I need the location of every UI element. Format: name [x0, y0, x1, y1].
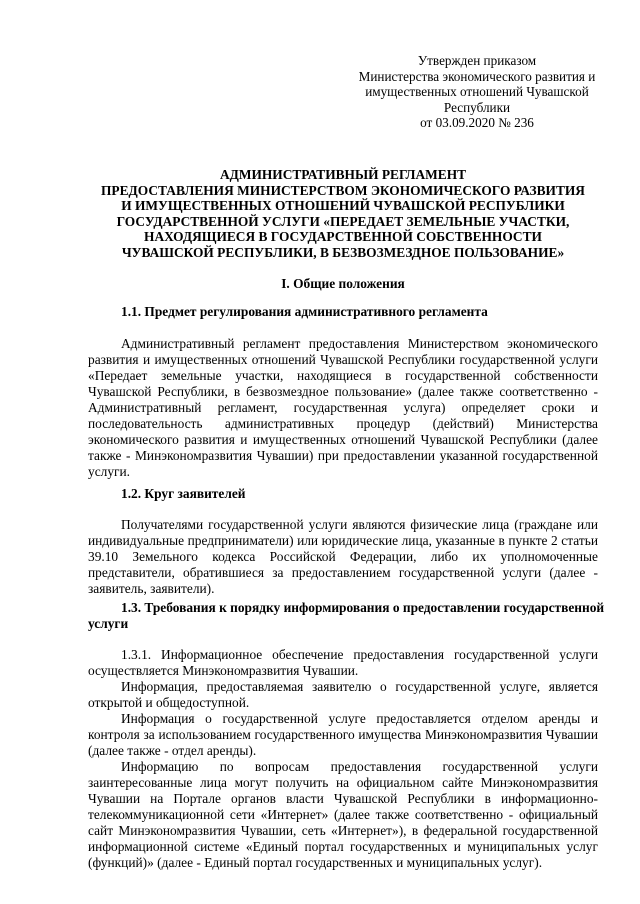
- title-line: ЧУВАШСКОЙ РЕСПУБЛИКИ, В БЕЗВОЗМЕЗДНОЕ ПОЛЬЗОВАНИЕ»: [121, 244, 565, 260]
- subsection-body: [88, 647, 598, 871]
- approval-date: от 03.09.2020 № 236: [420, 115, 534, 130]
- approval-line: Республики: [443, 99, 511, 115]
- subsection-heading: [121, 600, 605, 616]
- paragraph: Информация, предоставляемая заявителю о государственной услуге, является открытой и общедоступной.: [88, 679, 598, 710]
- section-heading: I. Общие положения: [281, 276, 405, 291]
- paragraph: Получателями государственной услуги являются физические лица (граждане или индивидуальные предприниматели) или юридические лица, указанные в пункте 2 статьи 39.10 Земельного кодекса Российской Федерации, либо их уполномоченные представители, обратившиеся за предоставлением государственной услуги (далее - заявитель, заявители).: [88, 517, 598, 596]
- subsection-heading-continued: услуги: [88, 616, 129, 631]
- document-title: [88, 167, 598, 260]
- approval-line: Министерства экономического развития и: [358, 68, 596, 84]
- subsection-heading: 1.2. Круг заявителей: [121, 486, 246, 501]
- title-line: И ИМУЩЕСТВЕННЫХ ОТНОШЕНИЙ ЧУВАШСКОЙ РЕСПУБЛИКИ: [121, 198, 565, 213]
- approval-line: имущественных отношений Чувашской: [365, 84, 589, 99]
- subsection-heading: 1.1. Предмет регулирования административного регламента: [121, 304, 488, 319]
- paragraph: Информацию по вопросам предоставления государственной услуги заинтересованные лица могут получить на официальном сайте Минэкономразвития Чувашии на Портале органов власти Чувашской Республики в информационно-телекоммуникационной сети «Интернет» (далее также соответственно - официальный сайт Минэкономразвития Чувашии, сеть «Интернет»), в федеральной государственной информационной системе «Единый портал государственных и муниципальных услуг (функций)» (далее - Единый портал государственных и муниципальных услуг).: [88, 759, 598, 870]
- approval-stamp: [352, 53, 602, 131]
- paragraph: Информация о государственной услуге предоставляется отделом аренды и контроля за использованием государственного имущества Минэкономразвития Чувашии (далее также - отдел аренды).: [88, 711, 598, 758]
- title-line: ПРЕДОСТАВЛЕНИЯ МИНИСТЕРСТВОМ ЭКОНОМИЧЕСКОГО РАЗВИТИЯ: [101, 182, 585, 198]
- paragraph: Административный регламент предоставления Министерством экономического развития и имущественных отношений Чувашской Республики государственной услуги «Передает земельные участки, находящиеся в государственной собственности Чувашской Республики, в безвозмездное пользование» (далее также соответственно - Административный регламент, государственная услуга) определяет сроки и последовательность административных процедур (действий) Министерства экономического развития и имущественных отношений Чувашской Республики (далее также - Минэкономразвития Чувашии) при предоставлении указанной государственной услуги.: [88, 336, 598, 479]
- subsection-heading-line: 1.3. Требования к порядку информирования о предоставлении государственной: [121, 600, 605, 615]
- approval-line: Утвержден приказом: [417, 53, 537, 68]
- paragraph: 1.3.1. Информационное обеспечение предоставления государственной услуги осуществляется Минэкономразвития Чувашии.: [88, 647, 598, 678]
- title-line: НАХОДЯЩИЕСЯ В ГОСУДАРСТВЕННОЙ СОБСТВЕННОСТИ: [144, 229, 542, 244]
- title-line: ГОСУДАРСТВЕННОЙ УСЛУГИ «ПЕРЕДАЕТ ЗЕМЕЛЬНЫЕ УЧАСТКИ,: [116, 213, 570, 229]
- title-line: АДМИНИСТРАТИВНЫЙ РЕГЛАМЕНТ: [219, 167, 467, 182]
